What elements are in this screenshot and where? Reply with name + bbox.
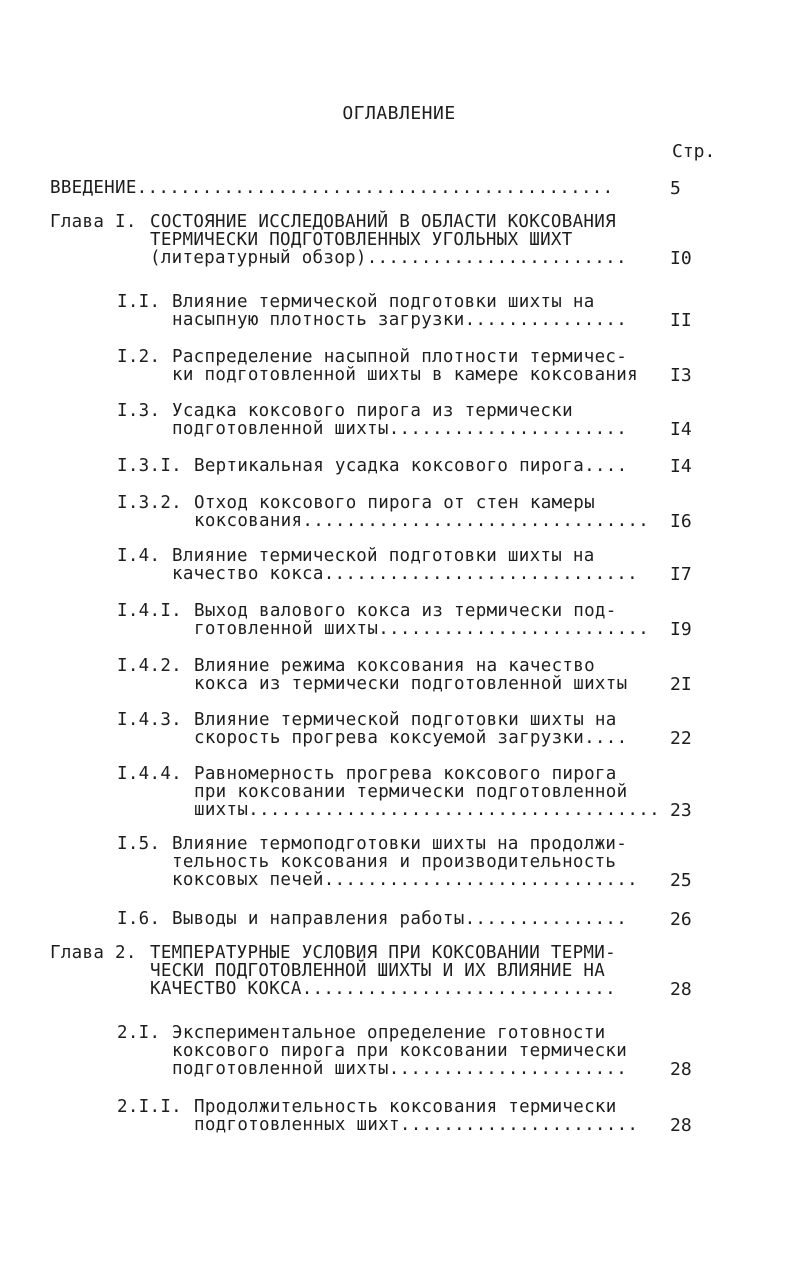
toc-entry-number: I.5. xyxy=(117,834,161,854)
toc-entry-page-number: I4 xyxy=(670,419,692,440)
toc-entry-page-number: I4 xyxy=(670,456,692,477)
toc-entry-title-line: ЧЕСКИ ПОДГОТОВЛЕННОЙ ШИХТЫ И ИХ ВЛИЯНИЕ НА xyxy=(150,961,606,981)
toc-entry-number: I.2. xyxy=(117,347,161,367)
toc-entry-number: I.3. xyxy=(117,401,161,421)
toc-entry-number: I.4.4. xyxy=(117,764,183,784)
toc-entry-title-line: качество кокса............................. xyxy=(172,564,638,584)
toc-entry-page-number: 22 xyxy=(670,728,692,749)
page-number-column-label: Стр. xyxy=(672,141,716,162)
toc-entry-number: I.3.2. xyxy=(117,493,183,513)
toc-entry-title-line: подготовленных шихт...................... xyxy=(194,1115,639,1135)
toc-entry-title-line: Экспериментальное определение готовности xyxy=(172,1023,606,1043)
toc-entry-title-line: при коксовании термически подготовленной xyxy=(194,782,628,802)
toc-entry-page-number: 5 xyxy=(670,178,681,199)
toc-entry-title-line: подготовленной шихты...................... xyxy=(172,419,628,439)
toc-entry-number: I.6. xyxy=(117,909,161,929)
toc-entry-number: 2.I.I. xyxy=(117,1097,183,1117)
toc-entry-page-number: 28 xyxy=(670,1059,692,1080)
toc-entry-title-line: СОСТОЯНИЕ ИССЛЕДОВАНИЙ В ОБЛАСТИ КОКСОВАНИЯ xyxy=(150,212,616,232)
toc-entry-page-number: 23 xyxy=(670,800,692,821)
toc-entry-title-line: Влияние термической подготовки шихты на xyxy=(194,710,617,730)
toc-entry-title-line: ки подготовленной шихты в камере коксования xyxy=(172,365,638,385)
toc-entry-title-line: Влияние термической подготовки шихты на xyxy=(172,546,595,566)
toc-entry-number: I.I. xyxy=(117,292,161,312)
toc-entry-title-line: Влияние термической подготовки шихты на xyxy=(172,292,595,312)
toc-entry-title-line: шихты...................................... xyxy=(194,800,660,820)
toc-entry-page-number: I3 xyxy=(670,365,692,386)
toc-entry-number: I.4. xyxy=(117,546,161,566)
toc-entry-number: I.4.3. xyxy=(117,710,183,730)
toc-entry-title-line: (литературный обзор)........................ xyxy=(150,248,627,268)
toc-entry-title-line: Вертикальная усадка коксового пирога.... xyxy=(194,456,628,476)
toc-entry-page-number: I0 xyxy=(670,248,692,269)
toc-entry-title-line: скорость прогрева коксуемой загрузки.... xyxy=(194,728,628,748)
toc-entry-title-line: тельность коксования и производительность xyxy=(172,852,617,872)
toc-entry-title-line: КАЧЕСТВО КОКСА............................. xyxy=(150,979,616,999)
toc-entry-number: I.4.I. xyxy=(117,601,183,621)
toc-entry-title-line: Выход валового кокса из термически под- xyxy=(194,601,617,621)
toc-entry-title-line: ТЕМПЕРАТУРНЫЕ УСЛОВИЯ ПРИ КОКСОВАНИИ ТЕРМИ- xyxy=(150,943,616,963)
toc-entry-page-number: 26 xyxy=(670,909,692,930)
toc-entry-page-number: I9 xyxy=(670,619,692,640)
toc-entry-page-number: 25 xyxy=(670,870,692,891)
toc-entry-title-line: Равномерность прогрева коксового пирога xyxy=(194,764,617,784)
toc-entry-title-line: Отход коксового пирога от стен камеры xyxy=(194,493,595,513)
toc-entry-title-line: коксовых печей............................. xyxy=(172,870,638,890)
page-title: ОГЛАВЛЕНИЕ xyxy=(342,103,456,124)
toc-entry-title-line: Выводы и направления работы............... xyxy=(172,909,628,929)
toc-entry-page-number: I7 xyxy=(670,564,692,585)
toc-entry-title-line: готовленной шихты......................... xyxy=(194,619,650,639)
toc-entry-number: Глава 2. xyxy=(50,943,137,963)
toc-entry-title-line: ВВЕДЕНИЕ............................................ xyxy=(50,178,614,198)
toc-entry-page-number: II xyxy=(670,310,692,331)
toc-entry-number: I.4.2. xyxy=(117,656,183,676)
toc-entry-title-line: насыпную плотность загрузки............... xyxy=(172,310,628,330)
toc-entry-title-line: коксования................................ xyxy=(194,511,650,531)
toc-entry-title-line: Усадка коксового пирога из термически xyxy=(172,401,573,421)
toc-entry-title-line: Распределение насыпной плотности термичес- xyxy=(172,347,628,367)
toc-entry-title-line: коксового пирога при коксовании термически xyxy=(172,1041,628,1061)
toc-entry-number: I.3.I. xyxy=(117,456,183,476)
toc-entry-number: Глава I. xyxy=(50,212,137,232)
toc-entry-page-number: I6 xyxy=(670,511,692,532)
toc-entry-title-line: подготовленной шихты...................... xyxy=(172,1059,628,1079)
toc-entry-title-line: ТЕРМИЧЕСКИ ПОДГОТОВЛЕННЫХ УГОЛЬНЫХ ШИХТ xyxy=(150,230,573,250)
toc-entry-page-number: 28 xyxy=(670,979,692,1000)
toc-entry-title-line: Продолжительность коксования термически xyxy=(194,1097,617,1117)
toc-entry-title-line: Влияние режима коксования на качество xyxy=(194,656,595,676)
toc-entry-title-line: кокса из термически подготовленной шихты xyxy=(194,674,628,694)
toc-entry-page-number: 2I xyxy=(670,674,692,695)
toc-entry-number: 2.I. xyxy=(117,1023,161,1043)
toc-entry-page-number: 28 xyxy=(670,1115,692,1136)
toc-entry-title-line: Влияние термоподготовки шихты на продолжи- xyxy=(172,834,628,854)
